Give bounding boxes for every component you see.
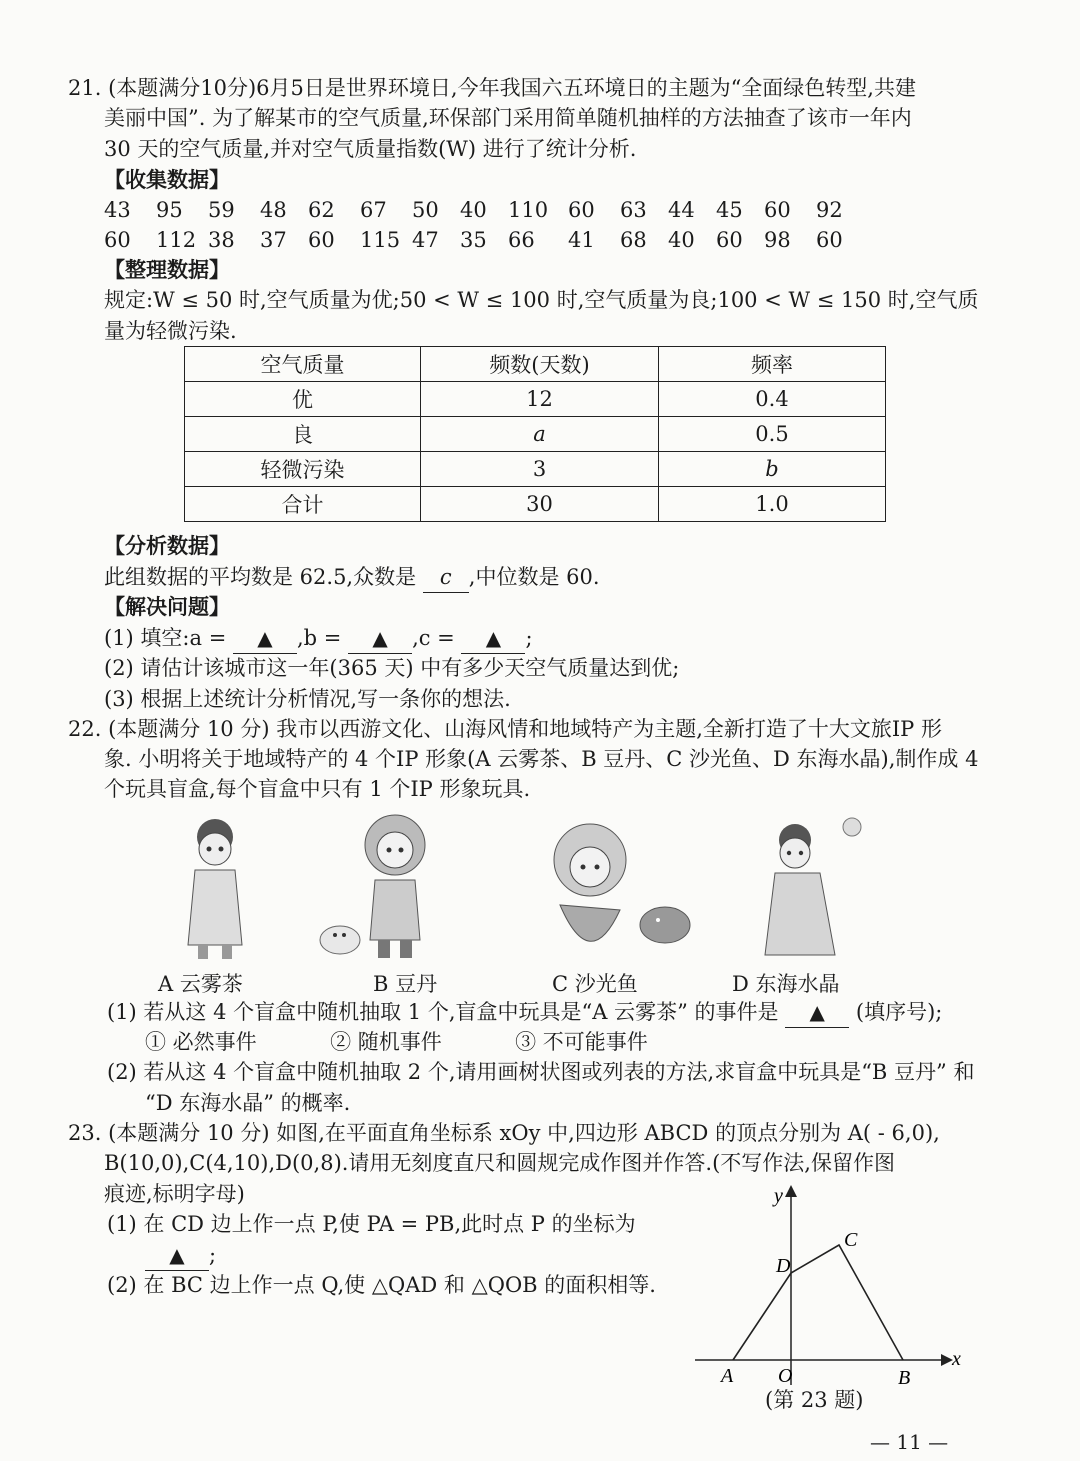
data-value: 62 xyxy=(308,198,335,222)
figure-label-b: B 豆丹 xyxy=(373,972,438,996)
data-value: 112 xyxy=(156,228,197,252)
q22-line1: 22. (本题满分 10 分) 我市以西游文化、山海风情和地域特产为主题,全新打造了十大文旅IP 形 xyxy=(68,717,942,741)
label-a: A xyxy=(721,1365,734,1387)
table-cell: 轻微污染 xyxy=(185,452,421,487)
table-row xyxy=(185,487,886,522)
donghai-crystal-figure xyxy=(740,815,870,970)
data-value: 95 xyxy=(156,198,183,222)
data-row-2 xyxy=(104,225,856,255)
q22-part1-post: (填序号); xyxy=(855,1000,943,1024)
answer-blank-event[interactable]: ▲ xyxy=(785,997,849,1028)
answer-blank-p[interactable]: ▲ xyxy=(145,1240,209,1271)
table-cell: 30 xyxy=(421,487,659,522)
analyze-line xyxy=(104,562,600,593)
table-cell: 合计 xyxy=(185,487,421,522)
data-value: 59 xyxy=(208,198,235,222)
data-value: 110 xyxy=(508,198,549,222)
q21-line1: 21. (本题满分10分)6月5日是世界环境日,今年我国六五环境日的主题为“全面绿色转型,共建 xyxy=(68,76,916,100)
option-2: ② 随机事件 xyxy=(330,1030,442,1054)
q23-line2: B(10,0),C(4,10),D(0,8).请用无刻度直尺和圆规完成作图并作答.(不写作法,保留作图 xyxy=(104,1151,895,1175)
q21-part1 xyxy=(104,623,533,654)
q23-part2: (2) 在 BC 边上作一点 Q,使 △QAD 和 △QOB 的面积相等. xyxy=(107,1273,656,1297)
data-value: 66 xyxy=(508,228,535,252)
q22-line3: 个玩具盲盒,每个盲盒中只有 1 个IP 形象玩具. xyxy=(104,777,531,801)
label-o: O xyxy=(778,1365,793,1387)
q23-part1-line2 xyxy=(145,1240,216,1271)
table-row xyxy=(185,417,886,452)
q23-line3: 痕迹,标明字母) xyxy=(104,1182,245,1206)
figure-label-d: D 东海水晶 xyxy=(732,972,840,996)
table-cell: 3 xyxy=(421,452,659,487)
label-c: C xyxy=(844,1229,858,1251)
table-cell: 1.0 xyxy=(659,487,886,522)
table-cell: 0.5 xyxy=(659,417,886,452)
data-value: 35 xyxy=(460,228,487,252)
table-cell: b xyxy=(659,452,886,487)
data-value: 43 xyxy=(104,198,131,222)
table-row xyxy=(185,452,886,487)
q23-line1: 23. (本题满分 10 分) 如图,在平面直角坐标系 xOy 中,四边形 ABCD 的顶点分别为 A( - 6,0), xyxy=(68,1121,940,1145)
data-value: 60 xyxy=(568,198,595,222)
data-value: 67 xyxy=(360,198,387,222)
q21-line3: 30 天的空气质量,并对空气质量指数(W) 进行了统计分析. xyxy=(104,137,637,161)
data-value: 115 xyxy=(360,228,401,252)
table-cell: 12 xyxy=(421,382,659,417)
rule-line2: 量为轻微污染. xyxy=(104,319,237,343)
part1-c-label: ,c = xyxy=(412,626,455,650)
q22-part1 xyxy=(107,997,942,1028)
doudan-figure xyxy=(310,805,440,970)
q21-line2: 美丽中国”. 为了解某市的空气质量,环保部门采用简单随机抽样的方法抽查了该市一年内 xyxy=(104,106,912,130)
analyze-text-post: ,中位数是 60. xyxy=(468,565,600,589)
rule-line1: 规定:W ≤ 50 时,空气质量为优;50 < W ≤ 100 时,空气质量为良;100 < W ≤ 150 时,空气质 xyxy=(104,288,979,312)
part1-b-label: ,b = xyxy=(296,626,342,650)
coordinate-figure xyxy=(690,1180,980,1400)
table-header: 空气质量 xyxy=(185,347,421,382)
data-row-1 xyxy=(104,195,856,225)
q22-part2-line1: (2) 若从这 4 个盲盒中随机抽取 2 个,请用画树状图或列表的方法,求盲盒中玩具是“B 豆丹” 和 xyxy=(107,1060,975,1084)
table-cell: 优 xyxy=(185,382,421,417)
data-value: 40 xyxy=(668,228,695,252)
data-value: 60 xyxy=(716,228,743,252)
figure-label-a: A 云雾茶 xyxy=(158,972,243,996)
data-value: 60 xyxy=(104,228,131,252)
option-3: ③ 不可能事件 xyxy=(515,1030,648,1054)
mode-blank: c xyxy=(423,562,469,593)
quadrilateral-abcd xyxy=(733,1245,903,1360)
data-value: 41 xyxy=(568,228,595,252)
q21-part3: (3) 根据上述统计分析情况,写一条你的想法. xyxy=(104,687,511,711)
figure-label-c: C 沙光鱼 xyxy=(552,972,638,996)
part1-end: ; xyxy=(525,626,533,650)
data-value: 40 xyxy=(460,198,487,222)
frequency-table xyxy=(184,346,886,522)
table-header-row xyxy=(185,347,886,382)
data-value: 50 xyxy=(412,198,439,222)
data-value: 60 xyxy=(816,228,843,252)
data-value: 47 xyxy=(412,228,439,252)
shaguangyu-figure xyxy=(540,815,700,970)
data-value: 68 xyxy=(620,228,647,252)
table-header: 频率 xyxy=(659,347,886,382)
data-value: 37 xyxy=(260,228,287,252)
label-b: B xyxy=(898,1367,911,1389)
q22-part2-line2: “D 东海水晶” 的概率. xyxy=(145,1091,351,1115)
organize-heading: 【整理数据】 xyxy=(104,257,230,282)
data-value: 44 xyxy=(668,198,695,222)
solve-heading: 【解决问题】 xyxy=(104,594,230,619)
q22-part1-text: (1) 若从这 4 个盲盒中随机抽取 1 个,盲盒中玩具是“A 云雾茶” 的事件是 xyxy=(107,1000,779,1024)
data-value: 63 xyxy=(620,198,647,222)
analyze-text-pre: 此组数据的平均数是 62.5,众数是 xyxy=(104,565,417,589)
page-number: — 11 — xyxy=(870,1430,949,1454)
label-d: D xyxy=(776,1255,791,1277)
analyze-heading: 【分析数据】 xyxy=(104,533,230,558)
collect-heading: 【收集数据】 xyxy=(104,167,230,192)
data-value: 38 xyxy=(208,228,235,252)
data-value: 98 xyxy=(764,228,791,252)
part1-label: (1) 填空:a = xyxy=(104,626,227,650)
q22-line2: 象. 小明将关于地域特产的 4 个IP 形象(A 云雾茶、B 豆丹、C 沙光鱼、D 东海水晶),制作成 4 xyxy=(104,747,979,771)
label-y: y xyxy=(774,1185,783,1207)
q23-part1-end: ; xyxy=(209,1243,217,1267)
answer-blank-b[interactable]: ▲ xyxy=(348,623,412,654)
figure-caption: (第 23 题) xyxy=(765,1388,864,1412)
option-1: ① 必然事件 xyxy=(145,1030,257,1054)
data-value: 60 xyxy=(764,198,791,222)
yunwu-tea-figure xyxy=(170,815,260,965)
table-cell: 良 xyxy=(185,417,421,452)
table-cell: 0.4 xyxy=(659,382,886,417)
label-x: x xyxy=(952,1348,961,1370)
answer-blank-c[interactable]: ▲ xyxy=(461,623,525,654)
q21-part2: (2) 请估计该城市这一年(365 天) 中有多少天空气质量达到优; xyxy=(104,656,680,680)
table-cell: a xyxy=(421,417,659,452)
data-value: 92 xyxy=(816,198,843,222)
data-value: 48 xyxy=(260,198,287,222)
q23-part1-line1: (1) 在 CD 边上作一点 P,使 PA = PB,此时点 P 的坐标为 xyxy=(107,1212,636,1236)
data-value: 45 xyxy=(716,198,743,222)
answer-blank-a[interactable]: ▲ xyxy=(233,623,297,654)
table-row xyxy=(185,382,886,417)
q22-options xyxy=(145,1027,648,1057)
data-value: 60 xyxy=(308,228,335,252)
table-header: 频数(天数) xyxy=(421,347,659,382)
